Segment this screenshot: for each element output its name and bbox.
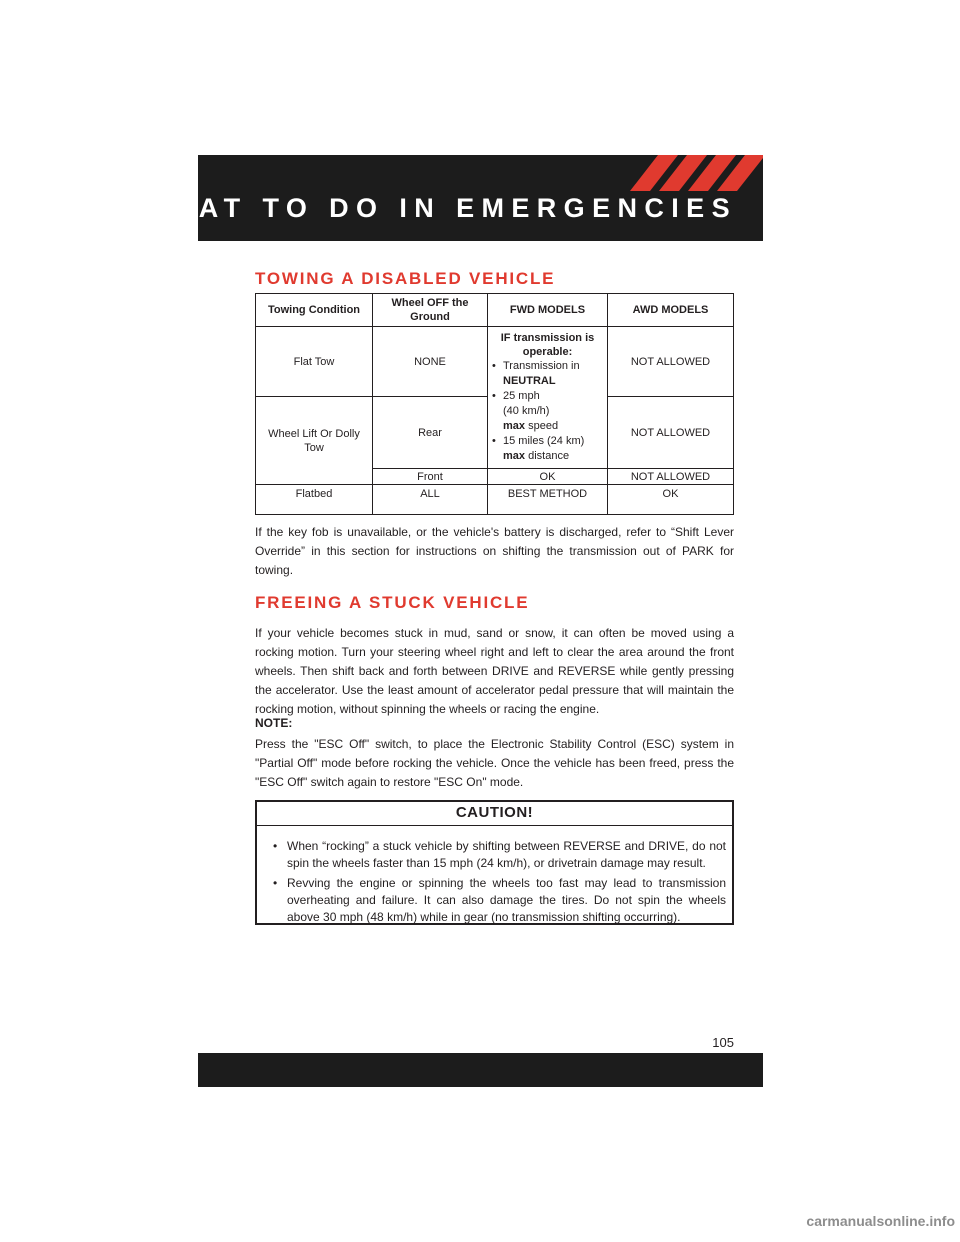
caution-list xyxy=(257,826,732,926)
cell-wheel: Front xyxy=(373,469,488,485)
cell-condition: Flatbed xyxy=(256,485,373,515)
cell-wheel: Rear xyxy=(373,397,488,469)
footer-bar xyxy=(198,1053,763,1087)
cell-condition: Flat Tow xyxy=(256,327,373,397)
table-row xyxy=(256,327,734,397)
cell-awd: NOT ALLOWED xyxy=(608,327,734,397)
table-header-row xyxy=(256,294,734,327)
note-paragraph: Press the "ESC Off" switch, to place the Electronic Stability Control (ESC) system in "Partial Off" mode before rocking the vehicle. Once the vehicle has been freed, press the "ESC Off" switch again to restore "ESC On" mode. xyxy=(255,737,734,789)
header-towing-condition: Towing Condition xyxy=(256,294,373,327)
header-wheel-off: Wheel OFF the Ground xyxy=(373,294,488,327)
note-label: NOTE: xyxy=(255,716,293,730)
stuck-vehicle-paragraph: If your vehicle becomes stuck in mud, sand or snow, it can often be moved using a rocking motion. Turn your steering wheel right and left to clear the area around the front wheels. Then shift back and forth between DRIVE and REVERSE while gently pressing the accelerator. Use the least amount of accelerator pedal pressure that will maintain the rocking motion, without spinning the wheels or racing the engine. xyxy=(255,626,734,716)
towing-table xyxy=(255,293,734,515)
list-item: • Revving the engine or spinning the wheels too fast may lead to transmission overheating and failure. It can also damage the tires. Do not spin the wheels above 30 mph (48 km/h) while in gear (no transmission shifting occurring). xyxy=(277,875,726,926)
chapter-title: WHAT TO DO IN EMERGENCIES xyxy=(138,193,737,223)
caution-title: CAUTION! xyxy=(257,802,732,826)
header-awd: AWD MODELS xyxy=(608,294,734,327)
page-number: 105 xyxy=(712,1035,734,1050)
cell-awd: OK xyxy=(608,485,734,515)
header-fwd: FWD MODELS xyxy=(488,294,608,327)
cell-awd: NOT ALLOWED xyxy=(608,397,734,469)
table-row xyxy=(256,485,734,515)
section-title-stuck: FREEING A STUCK VEHICLE xyxy=(255,593,530,612)
watermark: carmanualsonline.info xyxy=(806,1213,955,1229)
fwd-heading: IF transmission is operable: xyxy=(500,332,595,358)
list-item: • Transmission in NEUTRAL xyxy=(492,359,603,389)
cell-condition: Wheel Lift Or Dolly Tow xyxy=(256,397,373,485)
list-item: • 15 miles (24 km) max distance xyxy=(492,434,603,464)
list-item: • When “rocking” a stuck vehicle by shifting between REVERSE and DRIVE, do not spin the wheels faster than 15 mph (24 km/h), or drivetrain damage may result. xyxy=(277,838,726,872)
cell-wheel: NONE xyxy=(373,327,488,397)
fwd-condition-list xyxy=(492,359,603,464)
caution-box xyxy=(255,800,734,925)
cell-wheel: ALL xyxy=(373,485,488,515)
shift-lever-paragraph: If the key fob is unavailable, or the vehicle's battery is discharged, refer to “Shift Lever Override” in this section for instructions on shifting the transmission out of PARK for towing. xyxy=(255,525,734,577)
section-title-towing: TOWING A DISABLED VEHICLE xyxy=(255,269,556,288)
cell-fwd-conditions xyxy=(488,327,608,469)
cell-fwd: BEST METHOD xyxy=(488,485,608,515)
cell-awd: NOT ALLOWED xyxy=(608,469,734,485)
list-item: • 25 mph (40 km/h) max speed xyxy=(492,389,603,434)
cell-fwd: OK xyxy=(488,469,608,485)
